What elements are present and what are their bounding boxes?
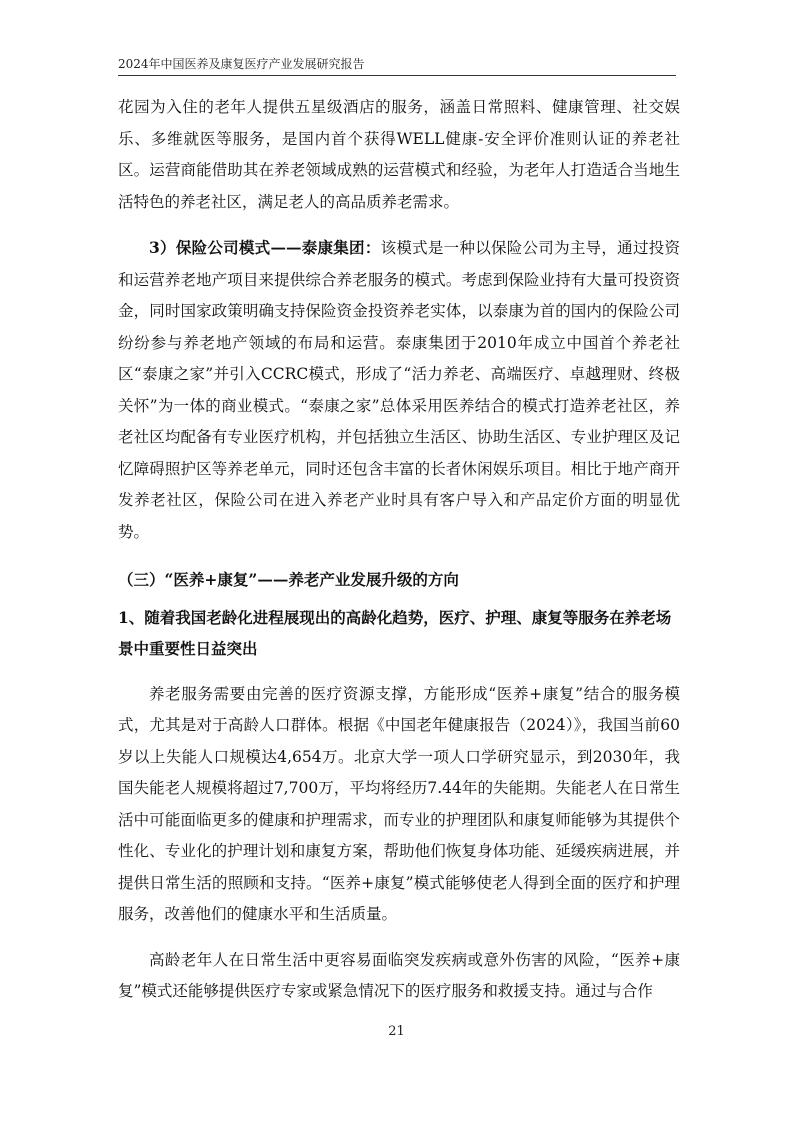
- running-header: 2024年中国医养及康复医疗产业发展研究报告: [118, 56, 676, 76]
- subsection-heading: 1、随着我国老龄化进程展现出的高龄化趋势，医疗、护理、康复等服务在养老场景中重要性日益突出: [118, 607, 672, 658]
- section-heading: （三）“医养+康复”——养老产业发展升级的方向: [118, 570, 459, 589]
- page-number: 21: [388, 1024, 405, 1039]
- insurance-model-text: 该模式是一种以保险公司为主导，通过投资和运营养老地产项目来提供综合养老服务的模式。考虑到保险业持有大量可投资资金，同时国家政策明确支持保险资金投资养老实体，以泰康为首的国内的保险公司纷纷参与养老地产领域的布局和运营。泰康集团于2010年成立中国首个养老社区“泰康之家”并引入CCRC模式，形成了“活力养老、高端医疗、卓越理财、终极关怀”为一体的商业模式。“泰康之家”总体采用医养结合的模式打造养老社区，养老社区均配备有专业医疗机构，并包括独立生活区、协助生活区、专业护理区及记忆障碍照护区等养老单元，同时还包含丰富的长者休闲娱乐项目。相比于地产商开发养老社区，保险公司在进入养老产业时具有客户导入和产品定价方面的明显优势。: [118, 239, 680, 541]
- paragraph-continuation: 花园为入住的老年人提供五星级酒店的服务，涵盖日常照料、健康管理、社交娱乐、多维就医等服务，是国内首个获得WELL健康-安全评价准则认证的养老社区。运营商能借助其在养老领域成熟的运营模式和经验，为老年人打造适合当地生活特色的养老社区，满足老人的高品质养老需求。: [118, 98, 680, 211]
- paragraph-emergency: 高龄老年人在日常生活中更容易面临突发疾病或意外伤害的风险，“医养+康复”模式还能够提供医疗专家或紧急情况下的医疗服务和救援支持。通过与合作: [118, 950, 680, 1000]
- insurance-model-lead: 3）保险公司模式——泰康集团：: [149, 238, 381, 257]
- page-content: [118, 92, 680, 1008]
- paragraph-demand: 养老服务需要由完善的医疗资源支撑，方能形成“医养+康复”结合的服务模式，尤其是对于高龄人口群体。根据《中国老年健康报告（2024）》，我国当前60岁以上失能人口规模达4,654万。北京大学一项人口学研究显示，到2030年，我国失能老人规模将超过7,700万，平均将经历7.44年的失能期。失能老人在日常生活中可能面临更多的健康和护理需求，而专业的护理团队和康复师能够为其提供个性化、专业化的护理计划和康复方案，帮助他们恢复身体功能、延缓疾病进展，并提供日常生活的照顾和支持。“医养+康复”模式能够使老人得到全面的医疗和护理服务，改善他们的健康水平和生活质量。: [118, 684, 680, 923]
- paragraph-insurance-model: [118, 232, 680, 548]
